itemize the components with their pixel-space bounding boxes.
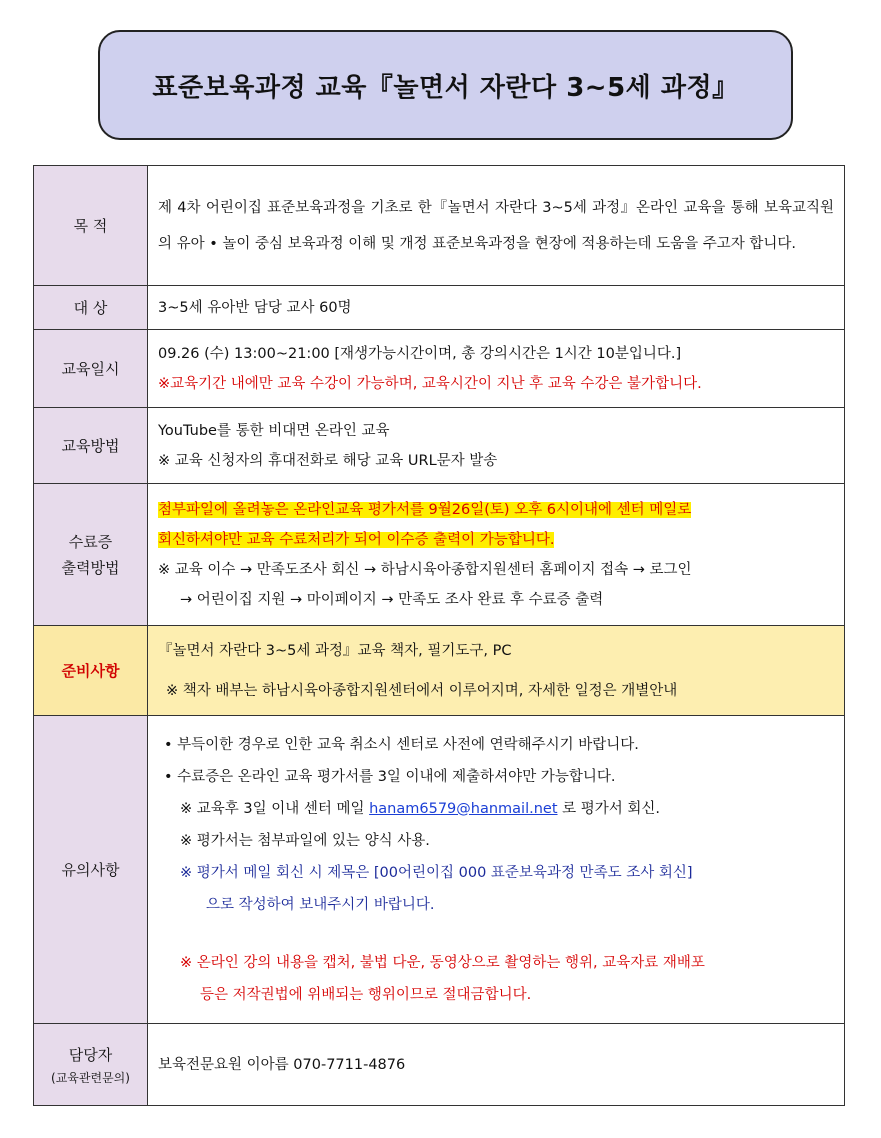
certificate-highlight-2: 회신하셔야만 교육 수료처리가 되어 이수증 출력이 가능합니다. bbox=[158, 531, 555, 548]
certificate-cell bbox=[148, 484, 845, 626]
contact-label-line1: 담당자 bbox=[68, 1045, 113, 1064]
notes-copyright-1: ※ 온라인 강의 내용을 캡처, 불법 다운, 동영상으로 촬영하는 행위, 교육자료 재배포 bbox=[180, 954, 705, 971]
notes-email-line bbox=[158, 793, 834, 825]
notes-copyright-2: 등은 저작권법에 위배되는 행위이므로 절대금합니다. bbox=[200, 986, 532, 1003]
preparation-note: ※ 책자 배부는 하남시육아종합지원센터에서 이루어지며, 자세한 일정은 개별안내 bbox=[166, 682, 678, 699]
schedule-cell bbox=[148, 330, 845, 408]
certificate-highlight-1: 첨부파일에 올려놓은 온라인교육 평가서를 9월26일(토) 오후 6시이내에 센터 메일로 bbox=[158, 501, 692, 518]
preparation-label: 준비사항 bbox=[34, 626, 148, 716]
notes-email-pre: ※ 교육후 3일 이내 센터 메일 bbox=[180, 800, 370, 817]
purpose-label: 목 적 bbox=[34, 166, 148, 286]
contact-label bbox=[34, 1024, 148, 1106]
row-notes bbox=[34, 716, 845, 1024]
notes-subject-line-2: 으로 작성하여 보내주시기 바랍니다. bbox=[206, 896, 435, 913]
certificate-label bbox=[34, 484, 148, 626]
certificate-steps-1: ※ 교육 이수 → 만족도조사 회신 → 하남시육아종합지원센터 홈페이지 접속 → 로그인 bbox=[158, 561, 692, 578]
row-target bbox=[34, 286, 845, 330]
row-preparation bbox=[34, 626, 845, 716]
title-box bbox=[98, 30, 793, 140]
contact-text: 보육전문요원 이아름 070-7711-4876 bbox=[148, 1024, 845, 1106]
target-label: 대 상 bbox=[34, 286, 148, 330]
purpose-text: 제 4차 어린이집 표준보육과정을 기초로 한『놀면서 자란다 3~5세 과정』온라인 교육을 통해 보육교직원의 유아 • 놀이 중심 보육과정 이해 및 개정 표준보육과정을 현장에 적용하는데 도움을 주고자 합니다. bbox=[148, 166, 845, 286]
method-label: 교육방법 bbox=[34, 408, 148, 484]
notes-subject-line-1: ※ 평가서 메일 회신 시 제목은 [00어린이집 000 표준보육과정 만족도 조사 회신] bbox=[180, 864, 693, 881]
notes-bullet-2: • 수료증은 온라인 교육 평가서를 3일 이내에 제출하셔야만 가능합니다. bbox=[164, 768, 616, 785]
certificate-label-line2: 출력방법 bbox=[61, 558, 120, 577]
target-text: 3~5세 유아반 담당 교사 60명 bbox=[148, 286, 845, 330]
preparation-cell bbox=[148, 626, 845, 716]
schedule-warning: ※교육기간 내에만 교육 수강이 가능하며, 교육시간이 지난 후 교육 수강은 불가합니다. bbox=[158, 375, 702, 392]
row-schedule bbox=[34, 330, 845, 408]
email-link[interactable]: hanam6579@hanmail.net bbox=[369, 800, 558, 817]
row-method bbox=[34, 408, 845, 484]
notes-label: 유의사항 bbox=[34, 716, 148, 1024]
certificate-label-line1: 수료증 bbox=[68, 532, 113, 551]
row-contact bbox=[34, 1024, 845, 1106]
method-note: ※ 교육 신청자의 휴대전화로 해당 교육 URL문자 발송 bbox=[158, 452, 498, 469]
page-title: 표준보육과정 교육『놀면서 자란다 3~5세 과정』 bbox=[152, 72, 739, 103]
schedule-label: 교육일시 bbox=[34, 330, 148, 408]
contact-label-line2: (교육관련문의) bbox=[51, 1070, 130, 1085]
info-table bbox=[33, 165, 845, 1106]
certificate-steps-2: → 어린이집 지원 → 마이페이지 → 만족도 조사 완료 후 수료증 출력 bbox=[180, 591, 604, 608]
schedule-time: 09.26 (수) 13:00~21:00 [재생가능시간이며, 총 강의시간은 1시간 10분입니다.] bbox=[158, 345, 682, 362]
notes-cell bbox=[148, 716, 845, 1024]
preparation-items: 『놀면서 자란다 3~5세 과정』교육 책자, 필기도구, PC bbox=[158, 642, 512, 659]
notes-bullet-1: • 부득이한 경우로 인한 교육 취소시 센터로 사전에 연락해주시기 바랍니다. bbox=[164, 736, 639, 753]
notes-email-post: 로 평가서 회신. bbox=[557, 800, 661, 817]
method-line: YouTube를 통한 비대면 온라인 교육 bbox=[158, 422, 390, 439]
row-purpose bbox=[34, 166, 845, 286]
row-certificate bbox=[34, 484, 845, 626]
notes-form-line: ※ 평가서는 첨부파일에 있는 양식 사용. bbox=[180, 832, 430, 849]
method-cell bbox=[148, 408, 845, 484]
